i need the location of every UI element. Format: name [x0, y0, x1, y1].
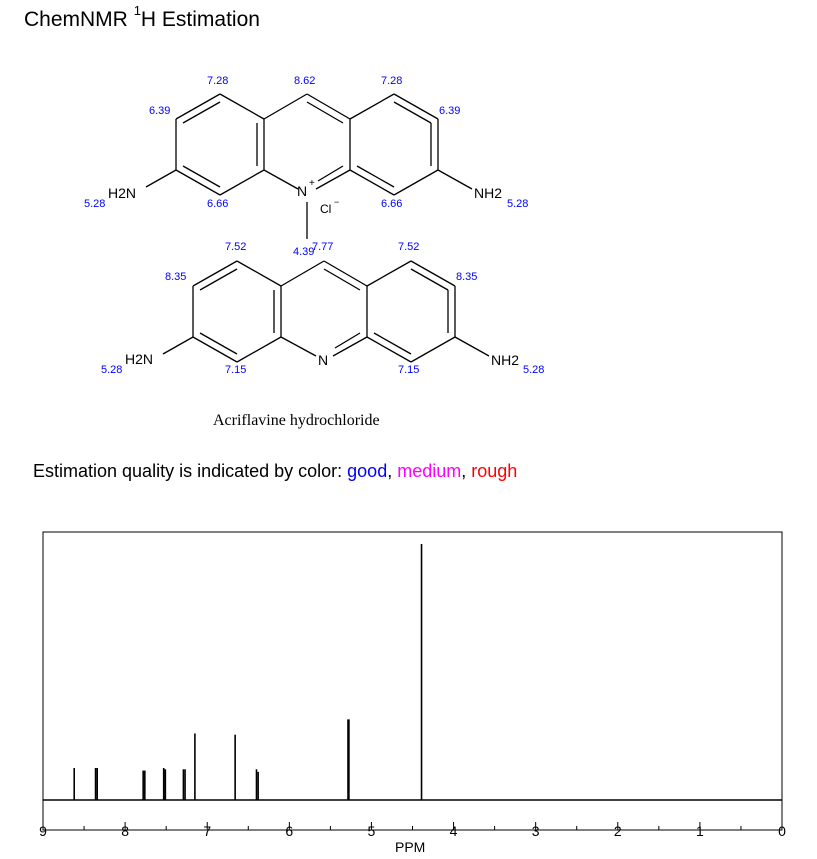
- shift-label: 7.15: [398, 364, 420, 376]
- x-tick-label: 7: [203, 823, 212, 839]
- cation-nitrogen-label: N: [297, 183, 308, 199]
- amine-right-bottom-label: NH2: [491, 352, 520, 368]
- shift-label: 7.28: [207, 75, 229, 87]
- peaks: [74, 544, 421, 800]
- shift-label: 6.39: [439, 105, 461, 117]
- ring-nitrogen-label: N: [318, 352, 329, 368]
- shift-label: 7.15: [225, 364, 247, 376]
- quality-rough: rough: [471, 461, 518, 481]
- x-axis-title: PPM: [395, 839, 426, 855]
- title-text-rest: H Estimation: [140, 8, 260, 31]
- molecule-name: Acriflavine hydrochloride: [213, 412, 380, 429]
- chloride-charge-label: −: [334, 197, 340, 207]
- quality-separator: ,: [387, 461, 398, 481]
- shift-label: 5.28: [84, 198, 106, 210]
- quality-medium: medium: [397, 461, 462, 481]
- shift-label: 6.39: [149, 105, 171, 117]
- amine-left-bottom-label: H2N: [125, 351, 154, 367]
- x-tick-label: 1: [695, 823, 704, 839]
- shift-label: 7.52: [398, 241, 420, 253]
- shift-label: 7.28: [381, 75, 403, 87]
- shift-label: 5.28: [101, 364, 123, 376]
- x-tick-label: 9: [39, 823, 47, 839]
- x-tick-label: 8: [121, 823, 130, 839]
- quality-good: good: [347, 461, 388, 481]
- x-tick-label: 5: [367, 823, 376, 839]
- shift-label: 7.52: [225, 241, 247, 253]
- x-tick-label: 4: [449, 823, 458, 839]
- shift-label: 7.77: [312, 241, 334, 253]
- amine-right-top-label: NH2: [474, 185, 503, 201]
- title-text: ChemNMR: [24, 8, 134, 31]
- shift-label: 8.62: [294, 75, 316, 87]
- shift-label: 8.35: [165, 271, 187, 283]
- quality-prefix: Estimation quality is indicated by color:: [33, 461, 348, 481]
- x-tick-label: 6: [285, 823, 294, 839]
- shift-label: 8.35: [456, 271, 478, 283]
- shift-label: 6.66: [207, 198, 229, 210]
- cation-charge-label: +: [309, 178, 315, 189]
- quality-separator: ,: [461, 461, 472, 481]
- title-superscript: 1: [133, 3, 141, 18]
- amine-left-top-label: H2N: [108, 185, 137, 201]
- shift-label: 5.28: [523, 364, 545, 376]
- chloride-label: Cl: [320, 202, 332, 216]
- x-tick-label: 3: [531, 823, 540, 839]
- x-tick-label: 0: [778, 823, 786, 839]
- x-tick-label: 2: [613, 823, 622, 839]
- shift-label: 4.39: [293, 246, 315, 258]
- shift-label: 6.66: [381, 198, 403, 210]
- shift-label: 5.28: [507, 198, 529, 210]
- plot-frame: [43, 532, 782, 830]
